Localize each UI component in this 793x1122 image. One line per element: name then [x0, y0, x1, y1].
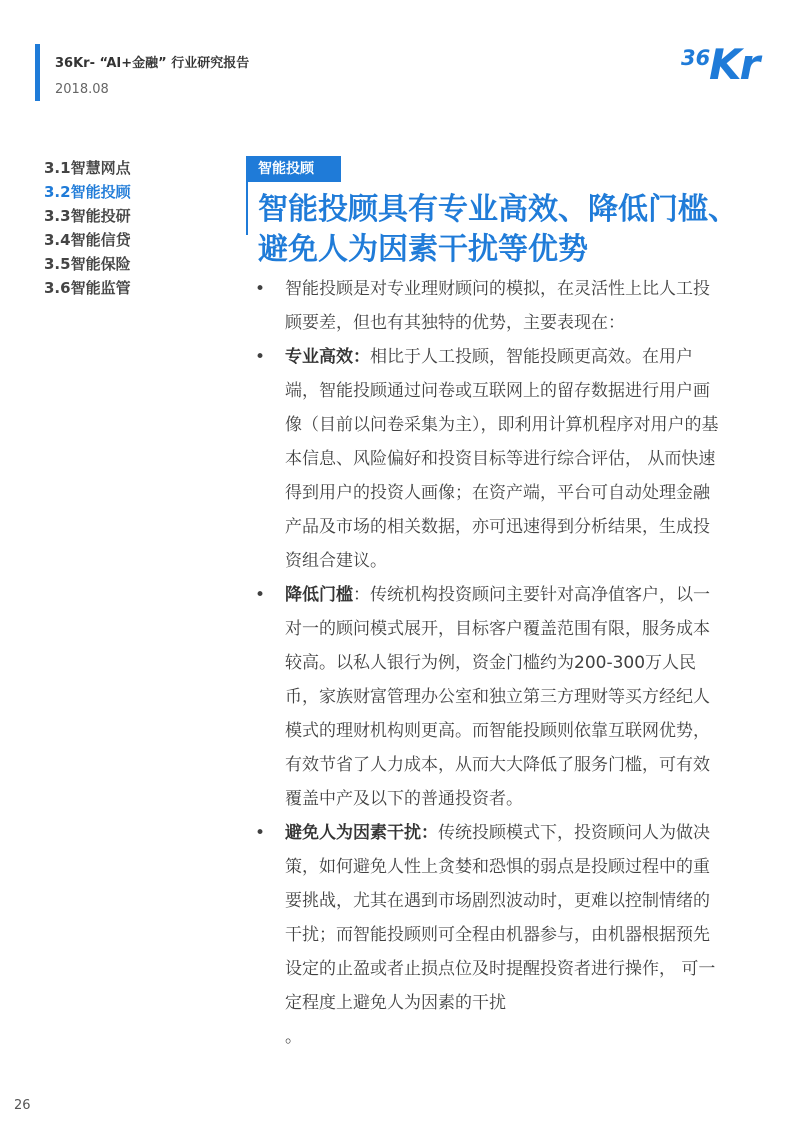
- bullet-dot: •: [255, 823, 266, 843]
- bullet-lead: 降低门槛: [285, 585, 353, 605]
- table-of-contents: [44, 156, 131, 300]
- toc-item-active[interactable]: 3.2智能投顾: [44, 183, 131, 201]
- trailing-period: 。: [285, 1027, 302, 1047]
- toc-item[interactable]: 3.3智能投研: [44, 207, 131, 225]
- bullet-text: 相比于人工投顾，智能投顾更高效。在用户端，智能投顾通过问卷或互联网上的留存数据进行用户画像（目前以问卷采集为主），即利用计算机程序对用户的基本信息、风险偏好和投资目标等进行综合评估， 从而快速得到用户的投资人画像；在资产端，平台可自动处理金融产品及市场的相关数据，亦可迅速得到分析结果，生成投资组合建议。: [285, 347, 719, 571]
- bullet-lead: 专业高效：: [285, 347, 370, 367]
- bullet-lead: 避免人为因素干扰：: [285, 823, 438, 843]
- 36kr-logo: [681, 40, 766, 92]
- bullet-item: [255, 578, 725, 816]
- page-number: 26: [14, 1098, 31, 1113]
- bullet-text: ：传统机构投资顾问主要针对高净值客户，以一对一的顾问模式展开，目标客户覆盖范围有限，服务成本较高。以私人银行为例，资金门槛约为200-300万人民币，家族财富管理办公室和独立第三方理财等买方经纪人模式的理财机构则更高。而智能投顾则依靠互联网优势，有效节省了人力成本，从而大大降低了服务门槛，可有效覆盖中产及以下的普通投资者。: [285, 585, 710, 809]
- report-title: 36Kr- “AI+金融” 行业研究报告: [55, 56, 250, 71]
- logo-36-text: 36: [681, 46, 711, 70]
- report-date: 2018.08: [55, 82, 109, 97]
- bullet-item: [255, 272, 725, 340]
- toc-item[interactable]: 3.4智能信贷: [44, 231, 131, 249]
- bullet-dot: •: [255, 279, 266, 299]
- bullet-text: 传统投顾模式下，投资顾问人为做决策，如何避免人性上贪婪和恐惧的弱点是投顾过程中的重要挑战，尤其在遇到市场剧烈波动时，更难以控制情绪的干扰；而智能投顾则可全程由机器参与，由机器根据预先设定的止盈或者止损点位及时提醒投资者进行操作， 可一定程度上避免人为因素的干扰: [285, 823, 716, 1013]
- bullet-dot: •: [255, 585, 266, 605]
- toc-item[interactable]: 3.5智能保险: [44, 255, 131, 273]
- bullet-text: 智能投顾是对专业理财顾问的模拟，在灵活性上比人工投顾要差，但也有其独特的优势，主要表现在：: [285, 279, 710, 333]
- header-accent-bar: [35, 44, 40, 101]
- toc-item[interactable]: 3.6智能监管: [44, 279, 131, 297]
- logo-kr-text: Kr: [709, 40, 759, 89]
- bullet-item: [255, 340, 725, 578]
- section-headline: 智能投顾具有专业高效、降低门槛、避免人为因素干扰等优势: [258, 192, 738, 267]
- section-divider: [246, 180, 248, 235]
- bullet-item: [255, 816, 725, 1020]
- body-text: [255, 272, 725, 1054]
- section-tag: 智能投顾: [246, 156, 341, 182]
- toc-item[interactable]: 3.1智慧网点: [44, 159, 131, 177]
- bullet-dot: •: [255, 347, 266, 367]
